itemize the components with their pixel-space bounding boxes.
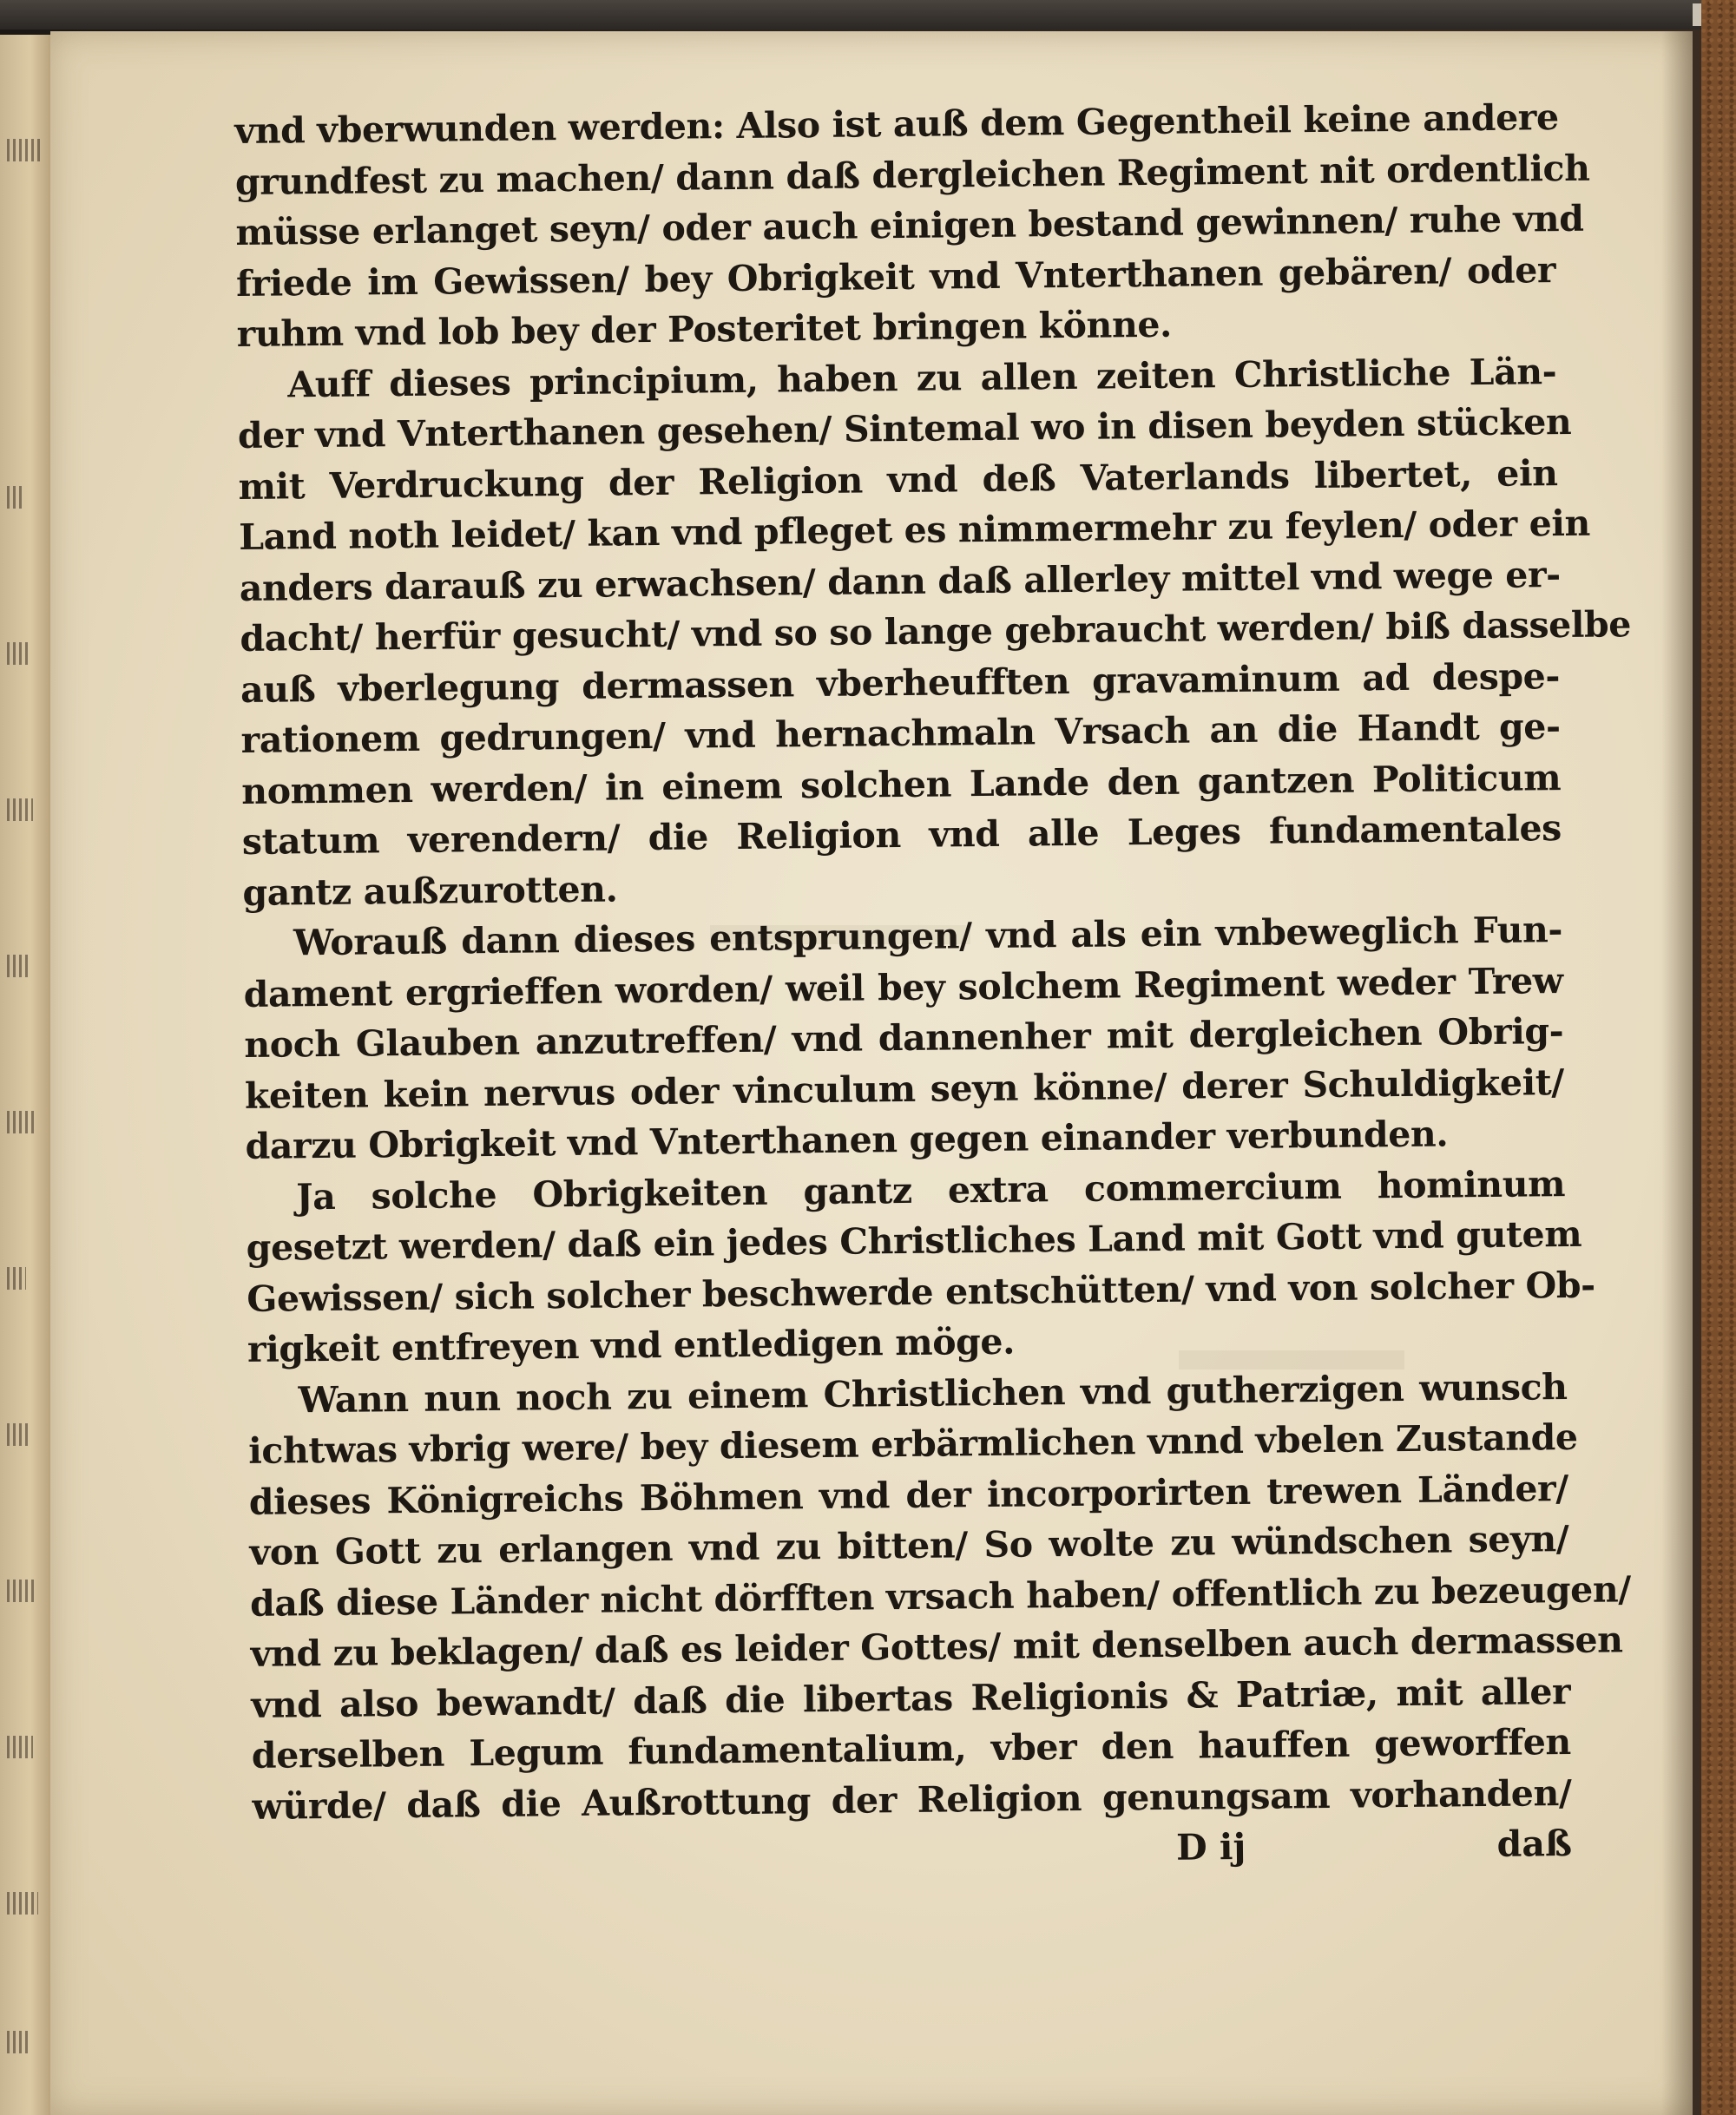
- text-line: friede im Gewissen/ bey Obrigkeit vnd Vnterthanen gebären/ oder: [235, 248, 1556, 305]
- bleed-mark: [7, 1580, 36, 1602]
- bleed-mark: [7, 1111, 35, 1133]
- cork-board-edge: [1701, 0, 1736, 2115]
- text-line: noch Glauben anzutreffen/ vnd dannenher mit dergleichen Obrig-: [244, 1010, 1564, 1066]
- text-line: würde/ daß die Außrottung der Religion genungsam vorhanden/: [252, 1771, 1572, 1828]
- text-line: anders darauß zu erwachsen/ dann daß allerley mittel vnd wege er-: [239, 553, 1562, 609]
- text-line: grundfest zu machen/ dann daß dergleichen Regiment nit ordentlich: [234, 147, 1590, 203]
- text-line: dieses Königreichs Böhmen vnd der incorporirten trewen Länder/: [248, 1467, 1569, 1523]
- text-line: müsse erlanget seyn/ oder auch einigen bestand gewinnen/ ruhe vnd: [235, 197, 1584, 253]
- text-line: Gewissen/ sich solcher beschwerde entschütten/ vnd von solcher Ob-: [247, 1264, 1595, 1320]
- text-line: der vnd Vnterthanen gesehen/ Sintemal wo in disen beyden stücken: [237, 400, 1572, 456]
- bleed-mark: [7, 139, 42, 161]
- bleed-mark: [7, 1736, 33, 1758]
- text-line: vnd zu beklagen/ daß es leider Gottes/ mit denselben auch dermassen: [250, 1619, 1623, 1675]
- text-line: ichtwas vbrig were/ bey diesem erbärmlichen vnnd vbelen Zustande: [247, 1415, 1578, 1472]
- bleed-mark: [7, 2031, 30, 2053]
- text-line: statum verendern/ die Religion vnd alle Leges fundamentales: [241, 807, 1562, 863]
- text-line: Worauß dann dieses entsprungen/ vnd als ein vnbeweglich Fun-: [293, 909, 1563, 964]
- bleed-mark: [7, 798, 33, 821]
- text-line: vnd vberwunden werden: Also ist auß dem Gegentheil keine andere: [234, 96, 1559, 152]
- bleed-mark: [7, 1423, 31, 1446]
- text-line: rigkeit entfreyen vnd entledigen möge.: [247, 1320, 1016, 1370]
- text-line: gesetzt werden/ daß ein jedes Christliches Land mit Gott vnd gutem: [246, 1212, 1582, 1269]
- text-line: daß diese Länder nicht dörfften vrsach haben/ offentlich zu bezeugen/: [249, 1567, 1632, 1625]
- text-line: keiten kein nervus oder vinculum seyn könne/ derer Schuldigkeit/: [244, 1061, 1565, 1117]
- bleed-mark: [7, 486, 24, 509]
- text-line: von Gott zu erlangen vnd zu bitten/ So wolte zu wündschen seyn/: [249, 1517, 1569, 1573]
- text-line: Land noth leidet/ kan vnd pfleget es nimmermehr zu feylen/ oder ein: [238, 502, 1591, 558]
- text-line: derselben Legum fundamentalium, vber den hauffen geworffen: [251, 1720, 1572, 1777]
- text-line: dacht/ herfür gesucht/ vnd so so lange gebraucht werden/ biß dasselbe: [240, 603, 1632, 660]
- text-line: auß vberlegung dermassen vberheufften gravaminum ad despe-: [240, 654, 1561, 711]
- catchword: daß: [1496, 1822, 1573, 1865]
- text-line: vnd also bewandt/ daß die libertas Religionis & Patriæ, mit aller: [251, 1670, 1571, 1726]
- bleed-mark: [7, 955, 28, 977]
- bleed-mark: [7, 1892, 38, 1915]
- text-line: darzu Obrigkeit vnd Vnterthanen gegen einander verbunden.: [245, 1113, 1449, 1167]
- bleed-mark: [7, 642, 30, 665]
- signature-mark: D ij: [1175, 1825, 1246, 1869]
- scanner-top-strip: [0, 0, 1736, 30]
- book-page: [50, 31, 1693, 2115]
- previous-page-edge: [0, 35, 52, 2115]
- page-text-block: [234, 92, 1632, 1882]
- text-line: Ja solche Obrigkeiten gantz extra commercium hominum: [295, 1162, 1566, 1218]
- text-line: Wann nun noch zu einem Christlichen vnd gutherzigen wunsch: [298, 1365, 1568, 1421]
- text-line: dament ergrieffen worden/ weil bey solchem Regiment weder Trew: [243, 959, 1563, 1015]
- text-line: mit Verdruckung der Religion vnd deß Vaterlands libertet, ein: [238, 451, 1558, 508]
- bleed-mark: [7, 1267, 26, 1290]
- text-line: gantz außzurotten.: [242, 867, 618, 914]
- text-line: ruhm vnd lob bey der Posteritet bringen könne.: [236, 303, 1173, 355]
- text-line: Auff dieses principium, haben zu allen zeiten Christliche Län-: [287, 350, 1557, 405]
- text-line: nommen werden/ in einem solchen Lande den gantzen Politicum: [241, 756, 1562, 812]
- text-line: rationem gedrungen/ vnd hernachmaln Vrsach an die Handt ge-: [240, 706, 1561, 761]
